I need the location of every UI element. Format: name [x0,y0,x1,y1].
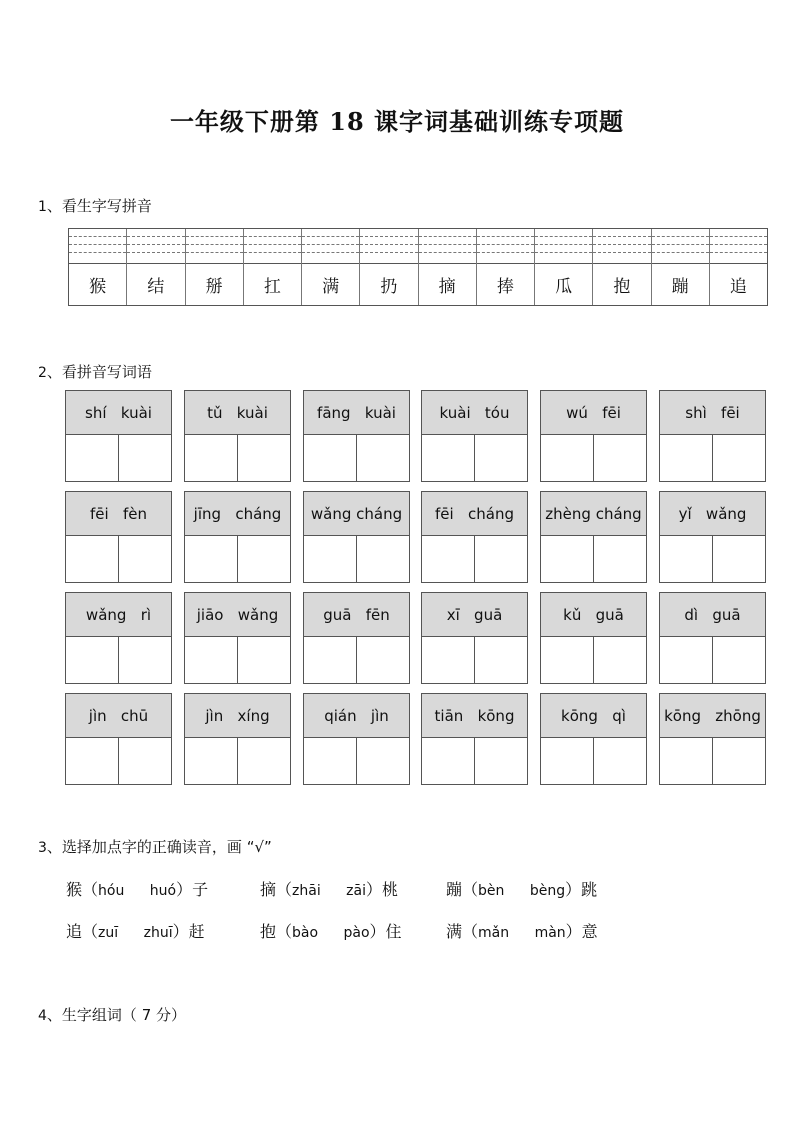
option-a[interactable]: mǎn [478,925,510,941]
pinyin-prompt: shí kuài [66,391,171,435]
word-box [65,491,172,583]
word-box [184,491,291,583]
word-box [184,592,291,684]
answer-cell[interactable] [713,637,765,684]
pinyin-answer-cell[interactable] [244,229,301,264]
option-b[interactable]: màn [534,925,566,941]
pinyin-prompt: kǔ guā [541,593,646,637]
option-b[interactable]: pào [343,925,370,941]
pinyin-answer-cell[interactable] [302,229,359,264]
answer-cell[interactable] [357,738,409,785]
answer-cell[interactable] [304,738,357,785]
pinyin-prompt: fēi fèn [66,492,171,536]
word-box [303,390,410,482]
answer-cell[interactable] [713,536,765,583]
character-cell: 扔 [380,276,398,297]
pinyin-answer-cell[interactable] [186,229,243,264]
answer-cell[interactable] [357,536,409,583]
pronunciation-item: 抱（bào pào）住 [260,922,402,941]
pronunciation-item: 蹦（bèn bèng）跳 [446,880,598,899]
char-column [652,229,710,305]
answer-cell[interactable] [185,536,238,583]
option-a[interactable]: hóu [98,883,125,899]
section-4-heading: 4、生字组词（ 7 分） [38,1006,187,1024]
answer-cell[interactable] [66,435,119,482]
answer-cell[interactable] [357,637,409,684]
word-box [421,592,528,684]
answer-cell[interactable] [119,435,171,482]
answer-cell[interactable] [119,536,171,583]
pinyin-answer-cell[interactable] [477,229,534,264]
pinyin-prompt: fēi cháng [422,492,527,536]
option-b[interactable]: bèng [529,883,566,899]
pronunciation-item: 追（zuī zhuī）赶 [66,922,205,941]
section-1-heading: 1、看生字写拼音 [38,197,152,215]
answer-cell[interactable] [357,435,409,482]
answer-cell[interactable] [713,435,765,482]
pinyin-prompt: tiān kōng [422,694,527,738]
char-column [419,229,477,305]
character-cell: 抱 [613,276,631,297]
pinyin-prompt: qián jìn [304,694,409,738]
pinyin-prompt: wǎng cháng [304,492,409,536]
answer-cell[interactable] [422,536,475,583]
answer-cell[interactable] [660,435,713,482]
character-cell: 追 [729,276,747,297]
answer-cell[interactable] [185,435,238,482]
char-column [186,229,244,305]
pinyin-prompt: guā fēn [304,593,409,637]
answer-cell[interactable] [541,536,594,583]
answer-cell[interactable] [475,435,527,482]
option-b[interactable]: zhuī [143,925,173,941]
option-a[interactable]: bào [292,925,319,941]
answer-cell[interactable] [304,435,357,482]
answer-cell[interactable] [238,435,290,482]
pinyin-prompt: fāng kuài [304,391,409,435]
pronunciation-item: 猴（hóu huó）子 [66,880,209,899]
word-box [659,592,766,684]
answer-cell[interactable] [304,536,357,583]
pinyin-answer-cell[interactable] [127,229,184,264]
answer-cell[interactable] [185,637,238,684]
character-cell: 结 [147,276,165,297]
pinyin-prompt: jīng cháng [185,492,290,536]
answer-cell[interactable] [594,536,646,583]
pinyin-prompt: jìn xíng [185,694,290,738]
answer-cell[interactable] [594,738,646,785]
answer-cell[interactable] [238,637,290,684]
char-column [535,229,593,305]
answer-cell[interactable] [422,637,475,684]
character-cell: 猴 [89,276,107,297]
pinyin-answer-cell[interactable] [69,229,126,264]
pinyin-answer-cell[interactable] [652,229,709,264]
pinyin-prompt: jìn chū [66,694,171,738]
word-box [303,592,410,684]
char-column [302,229,360,305]
answer-cell[interactable] [238,536,290,583]
answer-cell[interactable] [422,435,475,482]
character-cell: 捧 [496,276,514,297]
character-cell: 扛 [263,276,281,297]
answer-cell[interactable] [475,536,527,583]
answer-cell[interactable] [594,435,646,482]
character-cell: 蹦 [671,276,689,297]
character-cell: 掰 [205,276,223,297]
word-box [65,390,172,482]
answer-cell[interactable] [541,435,594,482]
answer-cell[interactable] [541,637,594,684]
answer-cell[interactable] [660,637,713,684]
char-column [593,229,651,305]
option-a[interactable]: zhāi [292,883,321,899]
section-3-heading: 3、选择加点字的正确读音，画 “√” [38,838,272,856]
answer-cell[interactable] [660,536,713,583]
word-box [303,693,410,785]
pinyin-answer-cell[interactable] [419,229,476,264]
answer-cell[interactable] [119,738,171,785]
option-b[interactable]: huó [149,883,177,899]
word-box [540,592,647,684]
pinyin-prompt: yǐ wǎng [660,492,765,536]
pinyin-answer-cell[interactable] [360,229,417,264]
word-box [421,693,528,785]
option-b[interactable]: zāi [346,883,366,899]
answer-cell[interactable] [238,738,290,785]
pinyin-writing-table [68,228,768,306]
pinyin-prompt: dì guā [660,593,765,637]
pinyin-prompt: tǔ kuài [185,391,290,435]
char-column [477,229,535,305]
answer-cell[interactable] [541,738,594,785]
character-cell: 满 [322,276,340,297]
word-box [303,491,410,583]
pinyin-prompt: zhèng cháng [541,492,646,536]
word-box [65,693,172,785]
char-column [360,229,418,305]
pinyin-prompt: kuài tóu [422,391,527,435]
section-2-heading: 2、看拼音写词语 [38,363,152,381]
pinyin-prompt: wú fēi [541,391,646,435]
word-box [184,390,291,482]
pinyin-prompt: kōng zhōng [660,694,765,738]
word-box [659,491,766,583]
pinyin-answer-cell[interactable] [535,229,592,264]
char-column [244,229,302,305]
word-box [65,592,172,684]
answer-cell[interactable] [475,637,527,684]
pinyin-answer-cell[interactable] [593,229,650,264]
answer-cell[interactable] [119,637,171,684]
answer-cell[interactable] [475,738,527,785]
answer-cell[interactable] [66,738,119,785]
word-box [540,693,647,785]
pinyin-prompt: wǎng rì [66,593,171,637]
page-title: 一年级下册第 18 课字词基础训练专项题 [169,107,625,136]
word-box [540,390,647,482]
char-column [69,229,127,305]
answer-cell[interactable] [422,738,475,785]
pinyin-prompt: kōng qì [541,694,646,738]
char-column [710,229,767,305]
word-box [421,390,528,482]
character-cell: 瓜 [555,276,573,297]
pinyin-prompt: xī guā [422,593,527,637]
answer-cell[interactable] [594,637,646,684]
pinyin-answer-cell[interactable] [710,229,767,264]
word-box [421,491,528,583]
answer-cell[interactable] [304,637,357,684]
pinyin-prompt: jiāo wǎng [185,593,290,637]
answer-cell[interactable] [66,536,119,583]
pinyin-prompt: shì fēi [660,391,765,435]
option-a[interactable]: bèn [478,883,505,899]
word-box [184,693,291,785]
answer-cell[interactable] [660,738,713,785]
answer-cell[interactable] [66,637,119,684]
pronunciation-item: 摘（zhāi zāi）桃 [260,880,399,899]
pronunciation-item: 满（mǎn màn）意 [446,922,598,941]
option-a[interactable]: zuī [98,925,119,941]
word-box [659,693,766,785]
word-box [540,491,647,583]
word-box [659,390,766,482]
character-cell: 摘 [438,276,456,297]
answer-cell[interactable] [713,738,765,785]
char-column [127,229,185,305]
answer-cell[interactable] [185,738,238,785]
